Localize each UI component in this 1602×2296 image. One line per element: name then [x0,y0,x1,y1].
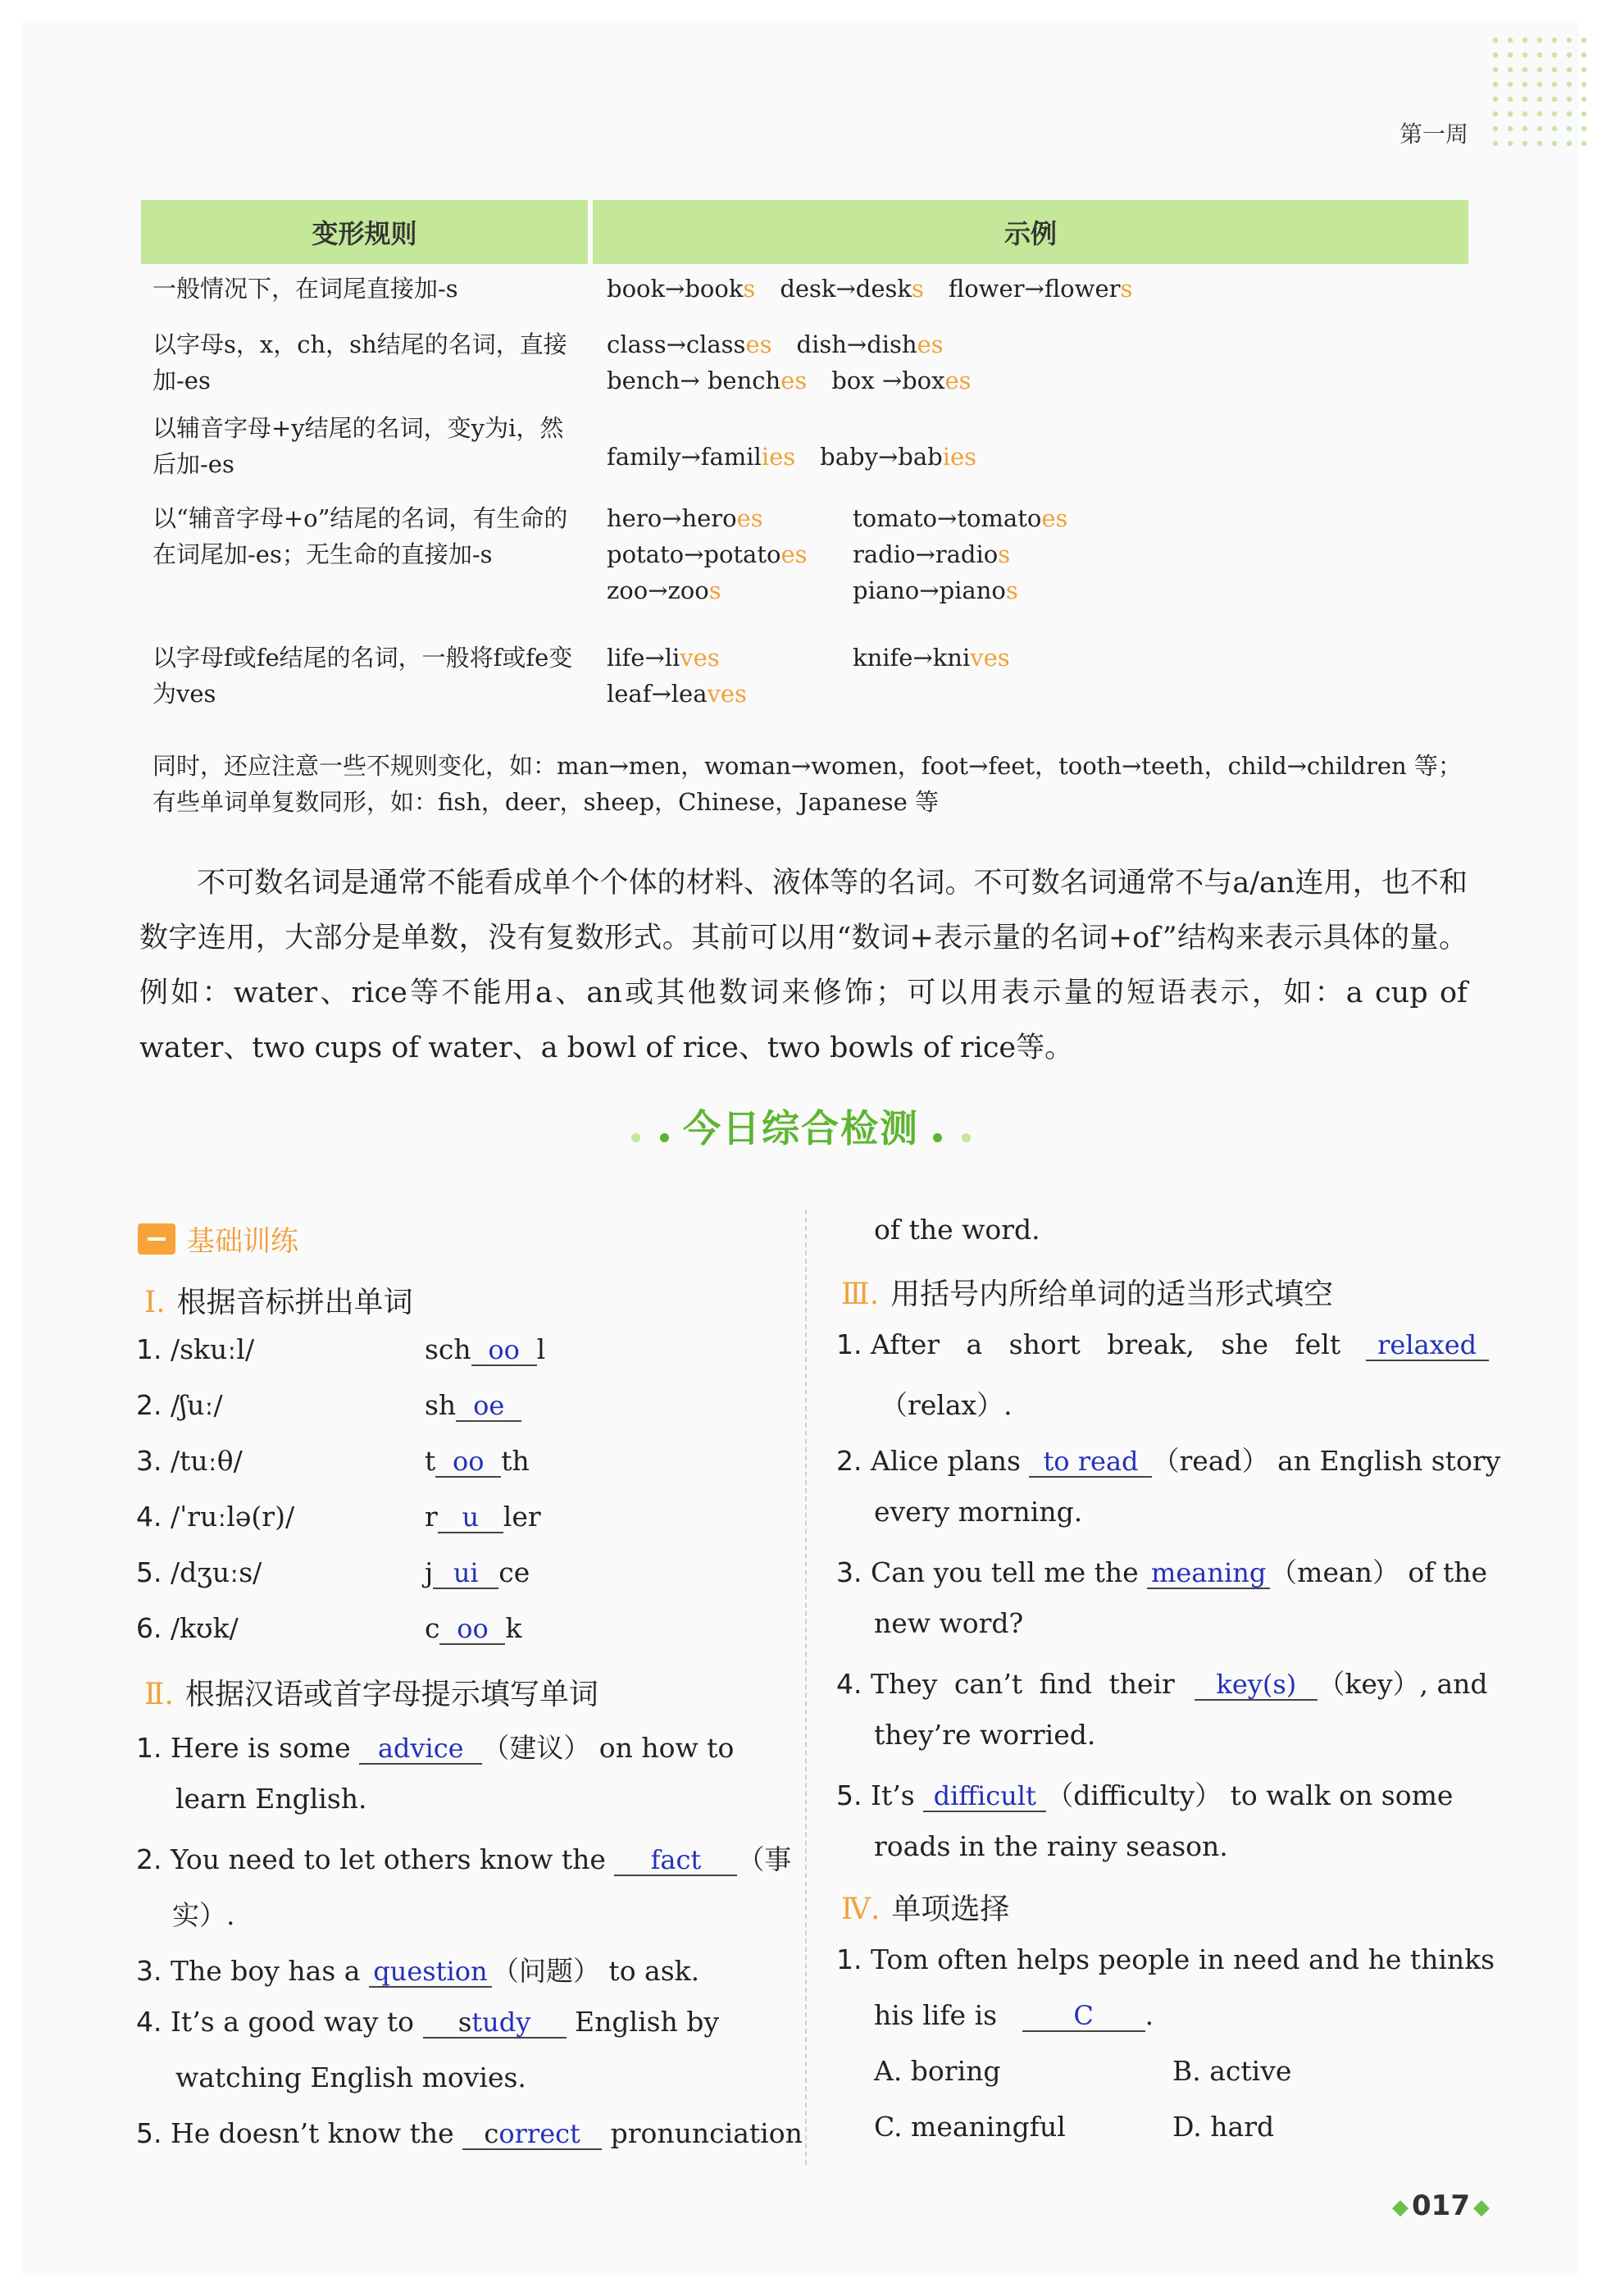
rule-examples [607,640,1468,712]
rule-examples [607,500,1468,608]
option-a[interactable]: A. boring [874,2055,1001,2087]
example-word: zoo→zoos [607,576,721,604]
example-word: flower→flowers [948,275,1133,303]
example-word: box →boxes [831,367,972,394]
option-d[interactable]: D. hard [1172,2111,1275,2143]
rule-text: 以辅音字母+y结尾的名词，变y为i，然后加-es [152,414,564,478]
example-word: class→classes [607,330,772,358]
part3-q4: 4. They can’t find their key(s) （key）, and [836,1668,1488,1700]
page-number: ◆ 017 ◆ [1392,2189,1490,2222]
answer-blank[interactable]: correct [462,2119,602,2150]
part3-q5-cont: roads in the rainy season. [874,1830,1228,1862]
section-title [0,1099,1602,1153]
part2-q1-cont: learn English. [175,1783,367,1815]
rule-examples [607,439,1468,475]
part3-q3: 3. Can you tell me the meaning （mean） of the [836,1556,1488,1588]
part1-item: 2. /ʃuː/ sh oe [136,1389,521,1422]
example-word: dish→dishes [796,330,944,358]
rule-text: 以“辅音字母+o”结尾的名词，有生命的在词尾加-es；无生命的直接加-s [152,504,568,568]
part1-item: 5. /dʒuːs/ j ui ce [136,1556,530,1588]
answer-blank[interactable]: to read [1029,1446,1152,1478]
part2-q5: 5. He doesn’t know the correct pronunciation [136,2117,803,2149]
part4-q1-cont: his life is C . [874,1999,1154,2031]
answer-blank[interactable]: relaxed [1366,1330,1489,1361]
week-label: 第一周 [1399,121,1469,148]
answer-blank[interactable]: difficult [923,1781,1046,1812]
answer-blank[interactable]: C [1022,2001,1145,2032]
part2-q1: 1. Here is some advice （建议） on how to [136,1732,735,1764]
decor-dots [1488,33,1586,148]
option-c[interactable]: C. meaningful [874,2111,1066,2143]
part4-q1: 1. Tom often helps people in need and he thinks [836,1943,1495,1975]
header-example: 示例 [593,200,1468,264]
example-word: life→lives [607,644,720,672]
rule-text: 一般情况下，在词尾直接加-s [152,275,458,303]
header-rule: 变形规则 [141,200,588,264]
answer-blank[interactable]: question [369,1957,492,1988]
option-b[interactable]: B. active [1172,2055,1292,2087]
answer-blank[interactable]: oo [471,1335,537,1366]
example-word: knife→knives [853,644,1010,672]
rule-examples [607,326,1468,399]
part1-item: 1. /skuːl/ sch oo l [136,1333,546,1365]
part1-item: 3. /tuːθ/ t oo th [136,1445,530,1477]
answer-blank[interactable]: study [423,2007,567,2039]
answer-blank[interactable]: oo [435,1446,501,1478]
section-title-text: 今日综合检测 [683,1106,919,1150]
example-word: piano→pianos [853,576,1018,604]
column-divider [805,1210,807,2165]
rule-text: 以字母s，x，ch，sh结尾的名词，直接加-es [152,330,567,394]
answer-blank[interactable]: u [438,1502,503,1533]
example-word: family→families [607,443,796,471]
part2-q2-cont: 实）. [172,1899,235,1931]
rule-text: 以字母f或fe结尾的名词，一般将f或fe变为ves [152,644,573,708]
rules-table-header [141,200,1468,264]
uncountable-paragraph: 不可数名词是通常不能看成单个个体的材料、液体等的名词。不可数名词通常不与a/an连用，也不和数字连用，大部分是单数，没有复数形式。其前可以用“数词+表示量的名词+of”结构来表示具体的量。例如：water、rice等不能用a、an或其他数词来修饰；可以用表示量的短语表示，如：a cup of water、two cups of water、a bowl of rice、two bowls of rice等。 [139,867,1468,1064]
answer-blank[interactable]: fact [614,1845,737,1876]
example-word: leaf→leaves [607,680,747,708]
part4-title: Ⅳ. 单项选择 [841,1893,1010,1926]
example-word: bench→ benches [607,367,808,394]
minus-badge-icon [138,1223,175,1255]
example-word: potato→potatoes [607,540,808,568]
rules-note: 同时，还应注意一些不规则变化，如：man→men，woman→women，foot→feet，tooth→teeth，child→children 等；有些单词单复数同形，如：fish，deer，sheep，Chinese，Japanese 等 [152,752,1462,816]
basic-training-badge: 基础训练 [138,1219,298,1259]
part3-title: Ⅲ. 用括号内所给单词的适当形式填空 [841,1278,1334,1311]
part3-q4-cont: they’re worried. [874,1719,1096,1751]
part2-q2: 2. You need to let others know the fact （事 [136,1843,792,1875]
part3-q3-cont: new word? [874,1607,1024,1639]
example-word: tomato→tomatoes [853,504,1068,532]
part2-q3: 3. The boy has a question （问题） to ask. [136,1955,700,1987]
answer-blank[interactable]: key(s) [1195,1670,1318,1701]
part2-q4-cont: watching English movies. [175,2061,526,2093]
part3-q2: 2. Alice plans to read （read） an English story [836,1445,1501,1477]
example-word: baby→babies [820,443,977,471]
part3-q1: 1. After a short break, she felt relaxed [836,1328,1489,1361]
rule-examples [607,271,1468,307]
part1-title: Ⅰ. 根据音标拼出单词 [144,1286,413,1319]
answer-blank[interactable]: ui [433,1558,498,1589]
part1-item: 4. /ˈruːlə(r)/ r u ler [136,1501,541,1533]
answer-blank[interactable]: advice [359,1733,482,1765]
example-word: desk→desks [780,275,924,303]
answer-blank[interactable]: meaning [1147,1558,1270,1589]
example-word: hero→heroes [607,504,763,532]
example-word: book→books [607,275,756,303]
answer-blank[interactable]: oe [456,1391,521,1422]
right-continuation: of the word. [874,1214,1040,1246]
example-word: radio→radios [853,540,1011,568]
part3-q5: 5. It’s difficult （difficulty） to walk on some [836,1779,1454,1811]
part3-q2-cont: every morning. [874,1496,1083,1528]
part3-q1-cont: （relax）. [881,1389,1013,1421]
part1-item: 6. /kʊk/ c oo k [136,1612,522,1644]
part2-q4: 4. It’s a good way to study English by [136,2006,720,2038]
answer-blank[interactable]: oo [439,1614,505,1645]
part2-title: Ⅱ. 根据汉语或首字母提示填写单词 [144,1678,598,1711]
